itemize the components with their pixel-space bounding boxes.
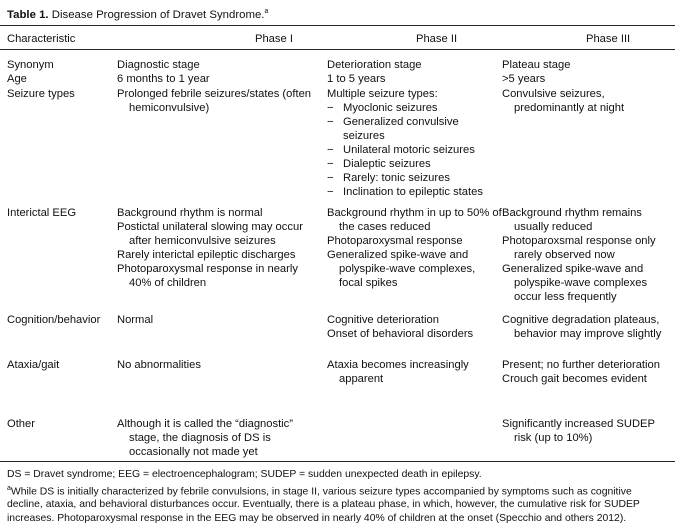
seizure-list-item: − Dialeptic seizures bbox=[327, 157, 499, 171]
caption-title: Disease Progression of Dravet Syndrome. bbox=[51, 8, 265, 21]
cell-age-phase1: 6 months to 1 year bbox=[117, 73, 210, 85]
seizure-list-item: − Inclination to epileptic states bbox=[327, 185, 499, 199]
cell-age-phase2: 1 to 5 years bbox=[327, 73, 386, 85]
eeg-phase3-line: Background rhythm remains usually reduced bbox=[502, 207, 642, 233]
table-footnotes bbox=[7, 468, 669, 525]
cell-synonym-phase2: Deterioration stage bbox=[327, 59, 422, 71]
eeg-phase1-line: Photoparoxysmal response in nearly 40% of children bbox=[117, 263, 298, 289]
cognition-phase2-line: Cognitive deterioration bbox=[327, 314, 439, 326]
eeg-phase3-line: Photoparoxsmal response only rarely observed now bbox=[502, 235, 656, 261]
eeg-phase3-line: Generalized spike-wave and polyspike-wave complexes occur less frequently bbox=[502, 263, 648, 303]
eeg-phase2-line: Generalized spike-wave and polyspike-wave complexes, focal spikes bbox=[327, 249, 476, 289]
cell-cognition-phase2 bbox=[327, 313, 499, 341]
cell-other-phase3: Significantly increased SUDEP risk (up to 10%) bbox=[502, 418, 655, 444]
seizure-list-item: − Unilateral motoric seizures bbox=[327, 143, 499, 157]
cell-synonym-phase1: Diagnostic stage bbox=[117, 59, 200, 71]
abbreviations-note: DS = Dravet syndrome; EEG = electroencephalogram; SUDEP = sudden unexpected death in epilepsy. bbox=[7, 469, 482, 480]
ataxia-phase3-line: Crouch gait becomes evident bbox=[502, 373, 647, 385]
header-phase-3: Phase III bbox=[586, 33, 631, 45]
cell-cognition-phase1: Normal bbox=[117, 314, 154, 326]
eeg-phase1-line: Background rhythm is normal bbox=[117, 207, 263, 219]
seizure-list-intro: Multiple seizure types: bbox=[327, 88, 438, 100]
header-characteristic: Characteristic bbox=[7, 33, 76, 45]
eeg-phase1-line: Rarely interictal epileptic discharges bbox=[117, 249, 296, 261]
footnote-a bbox=[7, 482, 669, 526]
seizure-list-item: − Rarely: tonic seizures bbox=[327, 171, 499, 185]
cell-other-phase1: Although it is called the “diagnostic” stage, the diagnosis of DS is occasionally not made yet bbox=[117, 418, 293, 458]
cell-eeg-phase3 bbox=[502, 206, 672, 304]
cell-ataxia-phase1: No abnormalities bbox=[117, 359, 201, 371]
caption-label: Table 1. bbox=[7, 8, 49, 21]
bottom-rule bbox=[0, 461, 675, 462]
header-phase-1: Phase I bbox=[255, 33, 293, 45]
cell-cognition-phase3: Cognitive degradation plateaus, behavior may improve slightly bbox=[502, 314, 662, 340]
cell-seizure-phase1: Prolonged febrile seizures/states (often hemiconvulsive) bbox=[117, 88, 312, 114]
cell-eeg-phase2 bbox=[327, 206, 502, 290]
row-label-cognition: Cognition/behavior bbox=[7, 314, 101, 326]
cell-eeg-phase1 bbox=[117, 206, 321, 290]
caption-footnote-mark: a bbox=[264, 8, 269, 15]
cell-ataxia-phase3 bbox=[502, 358, 672, 386]
seizure-list-item: − Myoclonic seizures bbox=[327, 101, 499, 115]
table-caption bbox=[7, 5, 268, 22]
eeg-phase1-line: Postictal unilateral slowing may occur after hemiconvulsive seizures bbox=[117, 221, 303, 247]
row-label-ataxia: Ataxia/gait bbox=[7, 359, 60, 371]
cell-ataxia-phase2: Ataxia becomes increasingly apparent bbox=[327, 359, 469, 385]
row-label-other: Other bbox=[7, 418, 35, 430]
cell-age-phase3: >5 years bbox=[502, 73, 546, 85]
cell-synonym-phase3: Plateau stage bbox=[502, 59, 571, 71]
row-label-interictal-eeg: Interictal EEG bbox=[7, 207, 77, 219]
row-label-synonym: Synonym bbox=[7, 59, 54, 71]
top-rule bbox=[0, 25, 675, 26]
cell-seizure-phase3: Convulsive seizures, predominantly at night bbox=[502, 88, 625, 114]
seizure-list-item: − Generalized convulsive seizures bbox=[327, 115, 493, 143]
ataxia-phase3-line: Present; no further deterioration bbox=[502, 359, 660, 371]
cognition-phase2-line: Onset of behavioral disorders bbox=[327, 328, 474, 340]
eeg-phase2-line: Background rhythm in up to 50% of the cases reduced bbox=[327, 207, 502, 233]
row-label-age: Age bbox=[7, 73, 27, 85]
eeg-phase2-line: Photoparoxysmal response bbox=[327, 235, 463, 247]
row-label-seizure-types: Seizure types bbox=[7, 88, 75, 100]
cell-seizure-phase2 bbox=[327, 87, 499, 199]
header-phase-2: Phase II bbox=[416, 33, 458, 45]
header-rule bbox=[0, 49, 675, 50]
footnote-a-text: While DS is initially characterized by febrile convulsions, in stage II, various seizure types accompanied by symptoms such as cognitive decline, ataxia, and behavioral disturbances occur. Eventually, there is a plateau phase, in which, however, the cumulative risk for SUDEP increases. Photoparoxysmal response in the EEG may be observed in nearly 40% of children at the onset (Specchio and others 2012). bbox=[7, 485, 640, 524]
footnote-a-mark: a bbox=[7, 484, 11, 492]
